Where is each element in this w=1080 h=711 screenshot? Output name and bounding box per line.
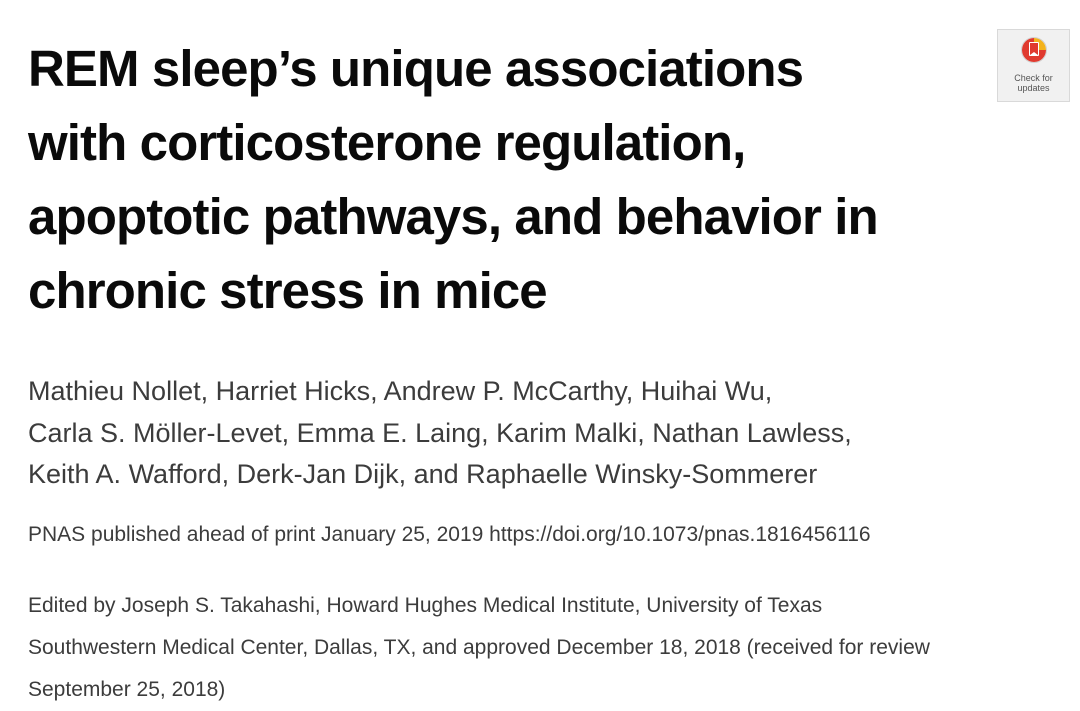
badge-label-line: Check for <box>1014 73 1053 83</box>
editor-note-line: Edited by Joseph S. Takahashi, Howard Hughes Medical Institute, University of Texas <box>28 594 823 617</box>
doi-link[interactable]: https://doi.org/10.1073/pnas.1816456116 <box>489 523 871 546</box>
check-for-updates-button[interactable] <box>997 29 1070 102</box>
author-line: Carla S. Möller-Levet, Emma E. Laing, Karim Malki, Nathan Lawless, <box>28 417 852 448</box>
article-title <box>28 32 1008 328</box>
title-line: chronic stress in mice <box>28 262 547 319</box>
title-line: with corticosterone regulation, <box>28 114 746 171</box>
publication-info <box>28 520 871 550</box>
editor-note-line: September 25, 2018) <box>28 678 226 701</box>
badge-label <box>998 73 1069 93</box>
author-list <box>28 371 852 496</box>
editor-note-line: Southwestern Medical Center, Dallas, TX, and approved December 18, 2018 (received for review <box>28 636 930 659</box>
publication-text: PNAS published ahead of print January 25, 2019 <box>28 523 484 546</box>
title-line: REM sleep’s unique associations <box>28 40 804 97</box>
badge-label-line: updates <box>1017 83 1050 93</box>
editor-note <box>28 585 930 711</box>
author-line: Mathieu Nollet, Harriet Hicks, Andrew P. McCarthy, Huihai Wu, <box>28 376 773 406</box>
title-line: apoptotic pathways, and behavior in <box>28 188 878 245</box>
check-for-updates-icon <box>1020 36 1048 70</box>
author-line: Keith A. Wafford, Derk-Jan Dijk, and Raphaelle Winsky-Sommerer <box>28 459 818 489</box>
